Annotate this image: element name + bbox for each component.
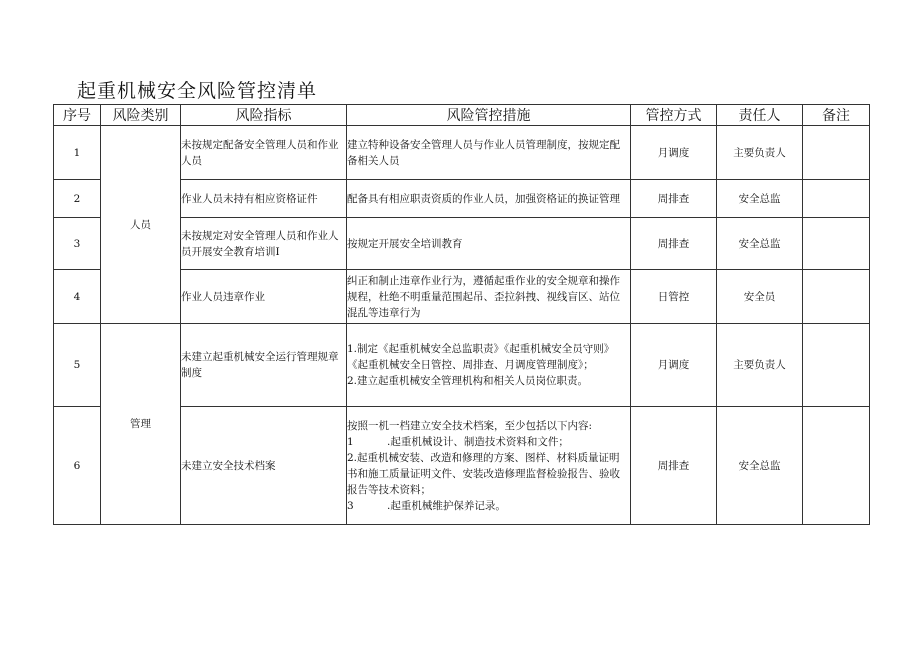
measure-text: 2.起重机械安装、改造和修理的方案、图样、材料质量证明书和施工质量证明文件、安装改造修理监督检验报告、验收报告等技术资料； [347, 451, 620, 496]
header-category: 风险类别 [101, 105, 181, 126]
row-no: 5 [54, 324, 101, 407]
row-measures: 按规定开展安全培训教育 [347, 218, 631, 270]
row-no: 6 [54, 407, 101, 525]
header-measures: 风险管控措施 [347, 105, 631, 126]
table-row [54, 126, 870, 180]
row-method: 周排查 [631, 180, 717, 218]
header-remark: 备注 [803, 105, 870, 126]
measure-item [347, 434, 630, 450]
measure-item: 2.建立起重机械安全管理机构和相关人员岗位职责。 [347, 375, 589, 387]
row-indicator: 未按规定配备安全管理人员和作业人员 [181, 126, 347, 180]
row-indicator: 作业人员违章作业 [181, 270, 347, 324]
row-remark [803, 407, 870, 525]
row-no: 1 [54, 126, 101, 180]
row-indicator: 未建立起重机械安全运行管理规章制度 [181, 324, 347, 407]
row-measures: 配备具有相应职责资质的作业人员，加强资格证的换证管理 [347, 180, 631, 218]
measure-number: 1 [347, 435, 354, 448]
row-indicator: 未建立安全技术档案 [181, 407, 347, 525]
row-method: 月调度 [631, 126, 717, 180]
measure-item [347, 450, 630, 498]
row-remark [803, 218, 870, 270]
measure-number: 3 [347, 499, 354, 512]
row-indicator: 作业人员未持有相应资格证件 [181, 180, 347, 218]
row-owner: 主要负责人 [717, 126, 803, 180]
row-remark [803, 270, 870, 324]
row-measures: 建立特种设备安全管理人员与作业人员管理制度，按规定配备相关人员 [347, 126, 631, 180]
row-remark [803, 126, 870, 180]
row-no: 2 [54, 180, 101, 218]
row-measures [347, 324, 631, 407]
header-indicator: 风险指标 [181, 105, 347, 126]
row-method: 周排查 [631, 407, 717, 525]
measure-text: .起重机械维护保养记录。 [387, 499, 506, 512]
row-measures: 纠正和制止违章作业行为，遵循起重作业的安全规章和操作规程，杜绝不明重量范围起吊、歪拉斜拽、视线盲区、站位混乱等违章行为 [347, 270, 631, 324]
measure-text: .起重机械设计、制造技术资料和文件； [387, 435, 569, 448]
row-no: 4 [54, 270, 101, 324]
row-owner: 安全总监 [717, 180, 803, 218]
row-method: 周排查 [631, 218, 717, 270]
row-owner: 安全总监 [717, 218, 803, 270]
row-no: 3 [54, 218, 101, 270]
category-management: 管理 [101, 324, 181, 525]
row-remark [803, 180, 870, 218]
category-personnel: 人员 [101, 126, 181, 324]
table-row [54, 324, 870, 407]
table-header-row [54, 105, 870, 126]
row-method: 日管控 [631, 270, 717, 324]
row-indicator: 未按规定对安全管理人员和作业人员开展安全教育培训I [181, 218, 347, 270]
row-method: 月调度 [631, 324, 717, 407]
measure-item: 1.制定《起重机械安全总监职责》《起重机械安全员守则》《起重机械安全日管控、周排查、月调度管理制度》； [347, 343, 615, 371]
header-no: 序号 [54, 105, 101, 126]
page-title: 起重机械安全风险管控清单 [77, 80, 318, 102]
risk-control-table [53, 104, 870, 525]
header-method: 管控方式 [631, 105, 717, 126]
measure-item [347, 498, 630, 514]
row-owner: 安全员 [717, 270, 803, 324]
row-owner: 主要负责人 [717, 324, 803, 407]
header-owner: 责任人 [717, 105, 803, 126]
row-owner: 安全总监 [717, 407, 803, 525]
measure-intro: 按照一机一档建立安全技术档案，至少包括以下内容: [347, 419, 593, 432]
row-measures [347, 407, 631, 525]
row-remark [803, 324, 870, 407]
